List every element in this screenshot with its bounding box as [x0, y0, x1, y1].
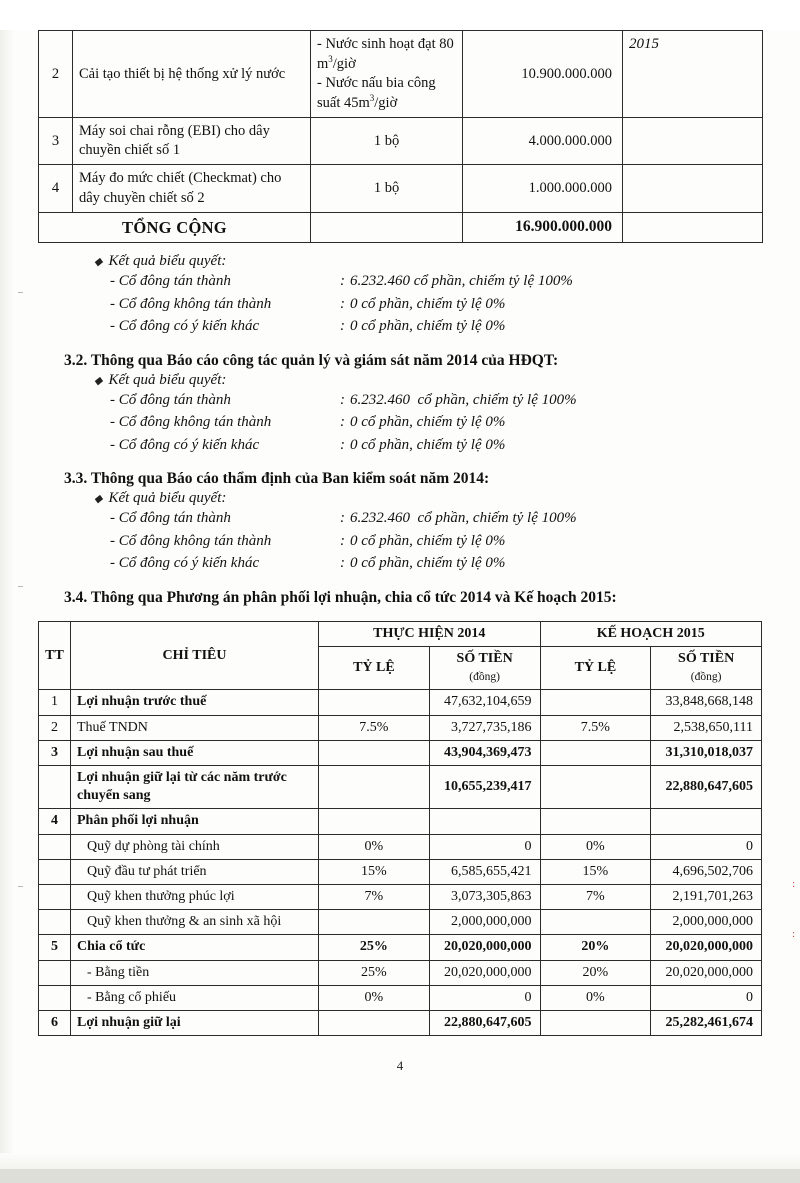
- table-row: [39, 118, 763, 165]
- header-tt: TT: [39, 621, 71, 690]
- vote-row: [110, 389, 762, 412]
- row-amount-2015: 2,191,701,263: [651, 884, 762, 909]
- row-index: 3: [39, 118, 73, 165]
- row-year: [623, 118, 763, 165]
- red-margin-mark: :: [792, 879, 796, 890]
- row-name: - Bằng cổ phiếu: [71, 985, 319, 1010]
- vote-row: [110, 507, 762, 530]
- row-amount-2014: [429, 809, 540, 834]
- row-amount-2015: [651, 809, 762, 834]
- row-amount: 1.000.000.000: [463, 165, 623, 212]
- row-name: Lợi nhuận sau thuế: [71, 740, 319, 765]
- row-spec: 1 bộ: [311, 165, 463, 212]
- row-rate-2015: [540, 1010, 651, 1035]
- diamond-bullet-icon: ◆: [94, 493, 103, 506]
- row-rate-2014: [319, 740, 430, 765]
- row-name: - Bằng tiền: [71, 960, 319, 985]
- table-row: [39, 859, 762, 884]
- row-index: 1: [39, 690, 71, 715]
- spec-line-1: - Nước sinh hoạt đạt 80 $m^3$/giờ: [317, 36, 454, 72]
- row-amount-2014: 20,020,000,000: [429, 935, 540, 960]
- diamond-bullet-icon: ◆: [94, 256, 103, 269]
- vote-row: [110, 293, 762, 316]
- row-index: [39, 960, 71, 985]
- row-amount-2014: 43,904,369,473: [429, 740, 540, 765]
- table-row: [39, 935, 762, 960]
- row-amount-2014: 2,000,000,000: [429, 910, 540, 935]
- row-name: Lợi nhuận trước thuế: [71, 690, 319, 715]
- row-name: Quỹ khen thưởng phúc lợi: [71, 884, 319, 909]
- section-heading-34: 3.4. Thông qua Phương án phân phối lợi nhuận, chia cổ tức 2014 và Kế hoạch 2015:: [64, 588, 617, 606]
- document-page: [0, 30, 800, 1183]
- row-rate-2015: [540, 766, 651, 809]
- vote-block-1: [38, 253, 762, 338]
- row-index: [39, 884, 71, 909]
- table-row: [39, 910, 762, 935]
- vote-colon: :: [340, 532, 345, 549]
- table-row: [39, 884, 762, 909]
- row-rate-2014: 0%: [319, 985, 430, 1010]
- table-row: [39, 31, 763, 118]
- vote-row: [110, 270, 762, 293]
- table-row: [39, 834, 762, 859]
- table-total-row: [39, 212, 763, 243]
- section-heading-33: 3.3. Thông qua Báo cáo thẩm định của Ban kiểm soát năm 2014:: [64, 470, 490, 488]
- row-index: 2: [39, 31, 73, 118]
- vote-label: - Cổ đông tán thành: [110, 510, 231, 527]
- row-amount-2015: 0: [651, 834, 762, 859]
- header-rate-2014: TỶ LỆ: [319, 647, 430, 690]
- row-amount-2015: 2,000,000,000: [651, 910, 762, 935]
- vote-colon: :: [340, 391, 345, 408]
- header-group-actual: THỰC HIỆN 2014: [319, 621, 541, 646]
- vote-block-2: [38, 352, 762, 457]
- row-name: Lợi nhuận giữ lại: [71, 1010, 319, 1035]
- row-amount-2015: 22,880,647,605: [651, 766, 762, 809]
- row-amount-2014: 3,073,305,863: [429, 884, 540, 909]
- vote-colon: :: [340, 414, 345, 431]
- vote-result-label: Kết quả biểu quyết:: [108, 490, 227, 507]
- row-amount: 4.000.000.000: [463, 118, 623, 165]
- row-name: Máy soi chai rỗng (EBI) cho dây chuyền chiết số 1: [73, 118, 311, 165]
- vote-label: - Cổ đông không tán thành: [110, 295, 272, 312]
- table-row: [39, 960, 762, 985]
- vote-colon: :: [340, 436, 345, 453]
- vote-result-label: Kết quả biểu quyết:: [108, 371, 227, 388]
- row-rate-2015: 7%: [540, 884, 651, 909]
- row-rate-2015: 20%: [540, 935, 651, 960]
- row-index: 2: [39, 715, 71, 740]
- row-amount-2014: 22,880,647,605: [429, 1010, 540, 1035]
- row-spec: 1 bộ: [311, 118, 463, 165]
- page-number: 4: [396, 1058, 404, 1074]
- vote-row: [110, 411, 762, 434]
- table-row: [39, 690, 762, 715]
- table-row: [39, 1010, 762, 1035]
- table-row: [39, 715, 762, 740]
- vote-label: - Cổ đông có ý kiến khác: [110, 318, 260, 335]
- vote-row: [110, 315, 762, 338]
- vote-value: 6.232.460 cổ phần, chiếm tỷ lệ 100%: [350, 391, 577, 408]
- vote-value: 0 cổ phần, chiếm tỷ lệ 0%: [350, 295, 506, 312]
- row-rate-2014: 15%: [319, 859, 430, 884]
- row-rate-2015: 15%: [540, 859, 651, 884]
- table-row: [39, 809, 762, 834]
- row-index: [39, 834, 71, 859]
- red-margin-mark: :: [792, 929, 796, 940]
- row-index: 6: [39, 1010, 71, 1035]
- row-amount-2014: 3,727,735,186: [429, 715, 540, 740]
- row-name: Phân phối lợi nhuận: [71, 809, 319, 834]
- row-name: Lợi nhuận giữ lại từ các năm trước chuyển sang: [71, 766, 319, 809]
- row-index: [39, 910, 71, 935]
- scan-footer-strip: [0, 1169, 800, 1183]
- section-heading-32: 3.2. Thông qua Báo cáo công tác quản lý và giám sát năm 2014 của HĐQT:: [64, 351, 559, 369]
- vote-colon: :: [340, 510, 345, 527]
- row-amount-2015: 25,282,461,674: [651, 1010, 762, 1035]
- row-name: Thuế TNDN: [71, 715, 319, 740]
- row-amount-2015: 20,020,000,000: [651, 935, 762, 960]
- investment-table: [38, 30, 763, 243]
- row-amount-2015: 4,696,502,706: [651, 859, 762, 884]
- row-amount-2015: 31,310,018,037: [651, 740, 762, 765]
- total-label: TỔNG CỘNG: [39, 212, 311, 243]
- header-rate-2015: TỶ LỆ: [540, 647, 651, 690]
- row-rate-2015: [540, 690, 651, 715]
- header-amount-unit: (đồng): [690, 671, 722, 684]
- vote-colon: :: [340, 273, 345, 290]
- row-index: [39, 766, 71, 809]
- total-spec-empty: [311, 212, 463, 243]
- vote-value: 0 cổ phần, chiếm tỷ lệ 0%: [350, 555, 506, 572]
- row-rate-2015: 0%: [540, 985, 651, 1010]
- row-rate-2015: 7.5%: [540, 715, 651, 740]
- row-rate-2014: [319, 910, 430, 935]
- row-index: 4: [39, 165, 73, 212]
- row-rate-2014: 25%: [319, 935, 430, 960]
- row-index: [39, 985, 71, 1010]
- row-rate-2014: 25%: [319, 960, 430, 985]
- row-index: 3: [39, 740, 71, 765]
- total-year-empty: [623, 212, 763, 243]
- row-amount-2015: 2,538,650,111: [651, 715, 762, 740]
- row-amount-2014: 47,632,104,659: [429, 690, 540, 715]
- row-index: 4: [39, 809, 71, 834]
- row-amount-2014: 0: [429, 834, 540, 859]
- vote-label: - Cổ đông tán thành: [110, 391, 231, 408]
- vote-result-label: Kết quả biểu quyết:: [108, 253, 227, 270]
- row-rate-2014: 7%: [319, 884, 430, 909]
- row-rate-2014: 7.5%: [319, 715, 430, 740]
- total-amount: 16.900.000.000: [463, 212, 623, 243]
- vote-value: 6.232.460 cổ phần, chiếm tỷ lệ 100%: [350, 273, 573, 290]
- table-row: [39, 985, 762, 1010]
- row-amount-2015: 20,020,000,000: [651, 960, 762, 985]
- table-row: [39, 165, 763, 212]
- row-year: [623, 165, 763, 212]
- vote-label: - Cổ đông không tán thành: [110, 532, 272, 549]
- row-rate-2014: [319, 766, 430, 809]
- vote-label: - Cổ đông tán thành: [110, 273, 231, 290]
- diamond-bullet-icon: ◆: [94, 374, 103, 387]
- row-rate-2015: 0%: [540, 834, 651, 859]
- vote-row: [110, 552, 762, 575]
- row-index: [39, 859, 71, 884]
- row-amount: 10.900.000.000: [463, 31, 623, 118]
- vote-block-3: [38, 470, 762, 575]
- header-amount-2015: SỐ TIỀN (đồng): [651, 647, 762, 690]
- vote-result-label-line: [94, 253, 762, 270]
- row-rate-2015: [540, 910, 651, 935]
- row-name: Quỹ đầu tư phát triển: [71, 859, 319, 884]
- profit-distribution-table: [38, 621, 762, 1036]
- spec-line-2: - Nước nấu bia công suất $45m^3$/giờ: [317, 75, 436, 112]
- row-rate-2015: [540, 809, 651, 834]
- table-row: [39, 766, 762, 809]
- table-header-row: [39, 621, 762, 646]
- row-amount-2014: 0: [429, 985, 540, 1010]
- row-amount-2015: 33,848,668,148: [651, 690, 762, 715]
- vote-colon: :: [340, 295, 345, 312]
- vote-value: 0 cổ phần, chiếm tỷ lệ 0%: [350, 318, 506, 335]
- header-group-plan: KẾ HOẠCH 2015: [540, 621, 762, 646]
- row-rate-2014: [319, 690, 430, 715]
- vote-label: - Cổ đông có ý kiến khác: [110, 555, 260, 572]
- row-name: Quỹ khen thưởng & an sinh xã hội: [71, 910, 319, 935]
- row-rate-2014: [319, 1010, 430, 1035]
- row-rate-2015: 20%: [540, 960, 651, 985]
- header-amount-2014: SỐ TIỀN (đồng): [429, 647, 540, 690]
- vote-row: [110, 434, 762, 457]
- vote-result-label-line: [94, 490, 762, 507]
- row-name: Cải tạo thiết bị hệ thống xử lý nước: [73, 31, 311, 118]
- vote-label: - Cổ đông không tán thành: [110, 414, 272, 431]
- row-rate-2015: [540, 740, 651, 765]
- vote-colon: :: [340, 555, 345, 572]
- vote-result-label-line: [94, 372, 762, 389]
- row-amount-2015: 0: [651, 985, 762, 1010]
- vote-value: 0 cổ phần, chiếm tỷ lệ 0%: [350, 414, 506, 431]
- row-amount-2014: 6,585,655,421: [429, 859, 540, 884]
- row-name: Chia cổ tức: [71, 935, 319, 960]
- row-name: Máy đo mức chiết (Checkmat) cho dây chuyền chiết số 2: [73, 165, 311, 212]
- row-index: 5: [39, 935, 71, 960]
- vote-value: 0 cổ phần, chiếm tỷ lệ 0%: [350, 532, 506, 549]
- vote-value: 0 cổ phần, chiếm tỷ lệ 0%: [350, 436, 506, 453]
- header-criteria: CHỈ TIÊU: [71, 621, 319, 690]
- row-rate-2014: 0%: [319, 834, 430, 859]
- vote-label: - Cổ đông có ý kiến khác: [110, 436, 260, 453]
- row-name: Quỹ dự phòng tài chính: [71, 834, 319, 859]
- row-rate-2014: [319, 809, 430, 834]
- row-amount-2014: 20,020,000,000: [429, 960, 540, 985]
- row-year: 2015: [623, 31, 763, 118]
- vote-value: 6.232.460 cổ phần, chiếm tỷ lệ 100%: [350, 510, 577, 527]
- row-amount-2014: 10,655,239,417: [429, 766, 540, 809]
- table-row: [39, 740, 762, 765]
- vote-row: [110, 530, 762, 553]
- header-amount-unit: (đồng): [469, 671, 500, 684]
- vote-colon: :: [340, 318, 345, 335]
- row-spec: [311, 31, 463, 118]
